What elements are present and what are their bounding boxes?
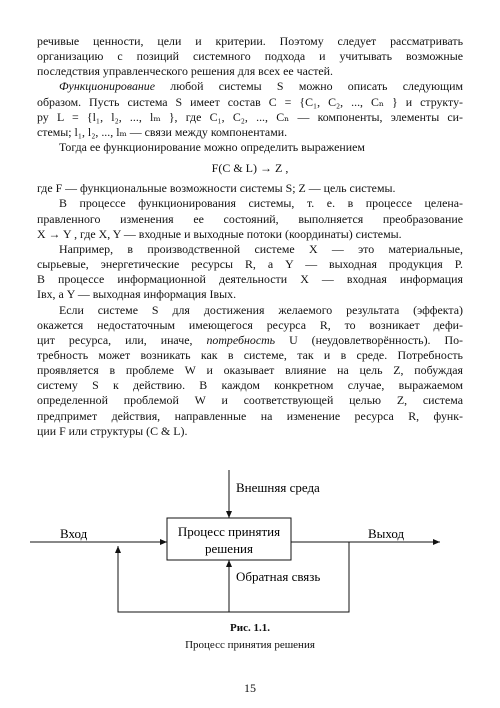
feedback-label: Обратная связь xyxy=(236,569,321,584)
formula: F(C & L) → Z , xyxy=(211,161,289,176)
text-fragment: любой системы S можно описать следующим xyxy=(155,79,463,94)
text-fragment: цит ресурса, или, иначе, xyxy=(37,332,207,347)
page-body xyxy=(37,34,463,439)
paragraph-6 xyxy=(37,303,463,439)
figure-caption: Процесс принятия решения xyxy=(185,639,315,651)
paragraph-5 xyxy=(37,242,463,303)
text-line: организацию с позиций системного подхода и учитывать возможные xyxy=(37,49,463,64)
text-line: В процессе функционирования системы, т. е. в процессе целена- xyxy=(59,196,463,211)
process-label-line1: Процесс принятия xyxy=(177,524,281,539)
process-label-line2: решения xyxy=(205,541,253,556)
input-label: Вход xyxy=(60,526,88,541)
text-line: Тогда ее функционирование можно определить выражением xyxy=(59,140,365,155)
environment-label: Внешняя среда xyxy=(236,480,320,495)
paragraph-1 xyxy=(37,34,463,79)
text-line: ру L = {l₁, l₂, ..., lₘ }, где C₁, C₂, ..., Cₙ — компоненты, элементы си- xyxy=(37,109,463,124)
text-line: стемы; l₁, l₂, ..., lₘ — связи между компонентами. xyxy=(37,124,288,139)
text-line: окажется недостаточным имеющегося ресурса R, то возникает дефи- xyxy=(37,317,463,332)
emphasis-term: потребность xyxy=(206,332,276,347)
text-line: речивые ценности, цели и критерии. Поэтому следует рассматривать xyxy=(37,34,463,48)
decision-process-diagram xyxy=(0,466,500,646)
text-line: Если системе S для достижения желаемого результата (эффекта) xyxy=(59,302,463,317)
paragraph-4 xyxy=(37,196,463,241)
text-line xyxy=(37,79,463,94)
emphasis-term: Функционирование xyxy=(59,79,156,94)
text-line: X → Y , где X, Y — входные и выходные потоки (координаты) системы. xyxy=(37,226,402,241)
text-line: Например, в производственной системе X — это материальные, xyxy=(59,241,463,256)
text-line: Iвх, а Y — выходная информация Iвых. xyxy=(37,287,237,302)
text-line: последствия управленческого решения для всех ее частей. xyxy=(37,64,334,79)
text-line: где F — функциональные возможности системы S; Z — цель системы. xyxy=(37,181,396,196)
text-line: определенной проблемой W и соответствующей целью Z, система xyxy=(37,393,463,408)
text-line: образом. Пусть система S имеет состав C = {C₁, C₂, ..., Cₙ } и структу- xyxy=(37,94,463,109)
text-line xyxy=(37,333,463,348)
text-line: проявляется в проблеме W и оказывает влияние на цель Z, побуждая xyxy=(37,363,463,378)
text-line: сырьевые, энергетические ресурсы R, а Y — выходная продукция P. xyxy=(37,257,463,272)
text-line: предпримет действия, направленные на изменение ресурса R, функ- xyxy=(37,408,463,423)
text-fragment: U (неудовлетворённость). По- xyxy=(275,332,463,347)
page-number: 15 xyxy=(244,681,256,695)
text-line: требность может возникать как в системе, так и в среде. Потребность xyxy=(37,347,463,362)
paragraph-3 xyxy=(37,140,463,196)
text-line: ции F или структуры (C & L). xyxy=(37,423,188,438)
output-label: Выход xyxy=(368,526,405,541)
figure-title: Рис. 1.1. xyxy=(230,622,270,634)
text-line: систему S к действию. В каждом конкретном случае, выражаемом xyxy=(37,378,463,393)
text-line: правленного изменения ее состояний, выполняется преобразование xyxy=(37,211,463,226)
text-line: В процессе информационной деятельности X — входная информация xyxy=(37,272,463,287)
paragraph-2 xyxy=(37,79,463,140)
